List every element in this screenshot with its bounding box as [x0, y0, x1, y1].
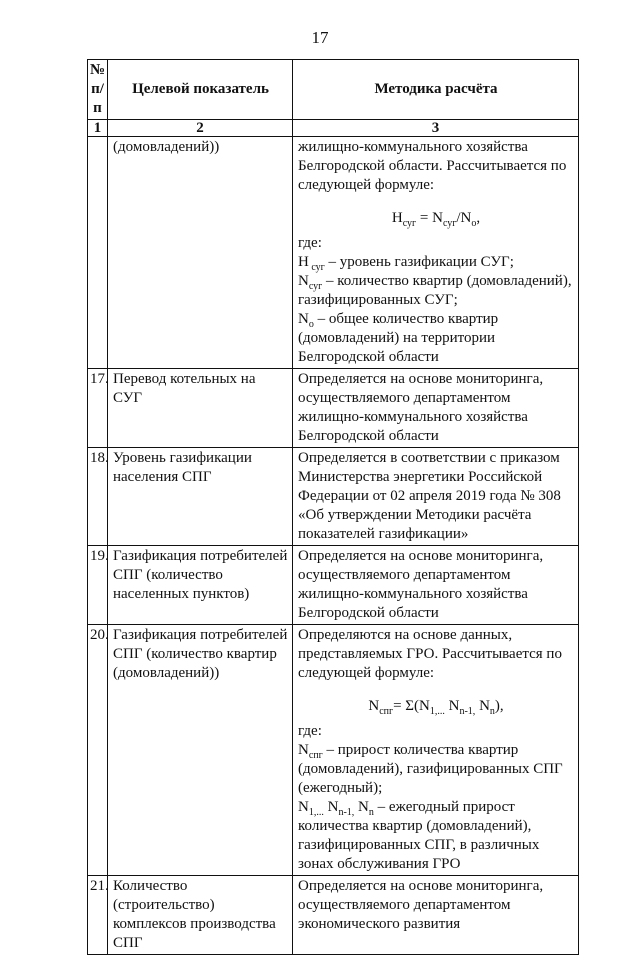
- col-number-3: 3: [293, 120, 579, 137]
- table-row: [88, 448, 579, 546]
- definition: $N_{суг}$ – количество квартир (домовладений), газифицированных СУГ;: [298, 273, 572, 308]
- row-indicator: Газификация потребителей СПГ (количество квартир (домовладений)): [108, 625, 293, 876]
- table-row: [88, 625, 579, 876]
- row-num: 17.: [88, 369, 108, 448]
- definition: Н $_{суг}$ – уровень газификации СУГ;: [298, 254, 514, 273]
- method-intro: Определяются на основе данных, представляемых ГРО. Рассчитывается по следующей формуле:: [298, 627, 562, 681]
- row-indicator: (домовладений)): [108, 137, 293, 369]
- table-row: [88, 876, 579, 955]
- row-num: 18.: [88, 448, 108, 546]
- row-num: 19.: [88, 546, 108, 625]
- header-method: Методика расчёта: [293, 60, 579, 120]
- row-num: 20.: [88, 625, 108, 876]
- page-number: 17: [311, 28, 329, 47]
- column-number-row: [88, 120, 579, 137]
- row-num: 21.: [88, 876, 108, 955]
- header-num: № п/п: [88, 60, 108, 120]
- col-number-1: 1: [88, 120, 108, 137]
- definition: $N_{спг}$ – прирост количества квартир (домовладений), газифицированных СПГ (ежегодный);: [298, 742, 563, 796]
- row-method: Определяется на основе мониторинга, осуществляемого департаментом экономического развития: [293, 876, 579, 955]
- row-method: Определяется на основе мониторинга, осуществляемого департаментом жилищно-коммунального хозяйства Белгородской области: [293, 546, 579, 625]
- row-indicator: Перевод котельных на СУГ: [108, 369, 293, 448]
- where-label: где:: [298, 723, 322, 739]
- row-indicator: Количество (строительство) комплексов производства СПГ: [108, 876, 293, 955]
- row-indicator: Газификация потребителей СПГ (количество населенных пунктов): [108, 546, 293, 625]
- row-method: [293, 625, 579, 876]
- row-indicator: Уровень газификации населения СПГ: [108, 448, 293, 546]
- definition: $N_о$ – общее количество квартир (домовладений) на территории Белгородской области: [298, 311, 499, 365]
- where-label: где:: [298, 235, 322, 251]
- row-method: Определяется на основе мониторинга, осуществляемого департаментом жилищно-коммунального хозяйства Белгородской области: [293, 369, 579, 448]
- table-row: [88, 369, 579, 448]
- row-num: [88, 137, 108, 369]
- definition: $N_{1,...}$ $N_{n-1,}$ $N_n$ – ежегодный прирост количества квартир (домовладений), газифицированных СПГ, в различных зонах обслуживания ГРО: [298, 799, 540, 872]
- table-header-row: [88, 60, 579, 120]
- table-row: [88, 137, 579, 369]
- col-number-2: 2: [108, 120, 293, 137]
- formula-n-spg: $N_{спг}= \Sigma(N_{1,...}$ $N_{n-1,}$ $N_n$),: [368, 698, 504, 717]
- row-method: [293, 137, 579, 369]
- method-intro: жилищно-коммунального хозяйства Белгородской области. Рассчитывается по следующей формуле:: [298, 139, 567, 193]
- row-method: Определяется в соответствии с приказом Министерства энергетики Российской Федерации от 02 апреля 2019 года № 308 «Об утверждении Методики расчёта показателей газификации»: [293, 448, 579, 546]
- header-indicator: Целевой показатель: [108, 60, 293, 120]
- formula-h-sug: $Н_{суг} = N_{суг}/N_о$,: [391, 210, 481, 229]
- table-row: [88, 546, 579, 625]
- indicators-table: [87, 59, 579, 955]
